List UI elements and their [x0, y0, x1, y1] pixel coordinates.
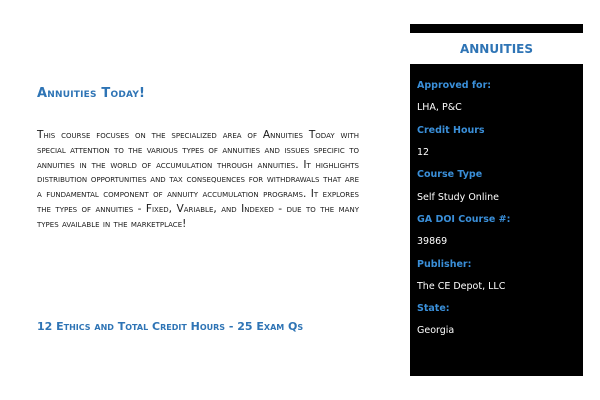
publisher-label: Publisher:	[417, 259, 472, 270]
credit-summary: 12 Ethics and Total Credit Hours - 25 Exam Qs	[37, 320, 304, 333]
credit-hours-value: 12	[417, 147, 430, 158]
approved-for-label: Approved for:	[417, 80, 492, 91]
state-label: State:	[417, 303, 450, 314]
ga-doi-course-value: 39869	[417, 236, 448, 247]
ga-doi-course-label: GA DOI Course #:	[417, 214, 511, 225]
publisher-value: The CE Depot, LLC	[417, 281, 506, 292]
course-description: This course focuses on the specialized area of Annuities Today with special attention to the various types of annuities and issues specific to annuities in the world of accumulation through annuities. It highlights distribution opportunities and tax consequences for withdrawals that are a fundamental component of annuity accumulation programs. It explores the types of annuities - Fixed, Variable, and Indexed - due to the many types available in the marketplace!	[37, 129, 359, 230]
course-title: Annuities Today!	[37, 86, 146, 101]
state-value: Georgia	[417, 325, 455, 336]
approved-for-value: LHA, P&C	[417, 102, 462, 113]
credit-hours-label: Credit Hours	[417, 125, 485, 136]
panel-top-bar	[410, 24, 583, 33]
course-type-value: Self Study Online	[417, 192, 499, 203]
course-type-label: Course Type	[417, 169, 483, 180]
course-info-panel	[410, 64, 583, 376]
panel-header: ANNUITIES	[410, 33, 583, 64]
